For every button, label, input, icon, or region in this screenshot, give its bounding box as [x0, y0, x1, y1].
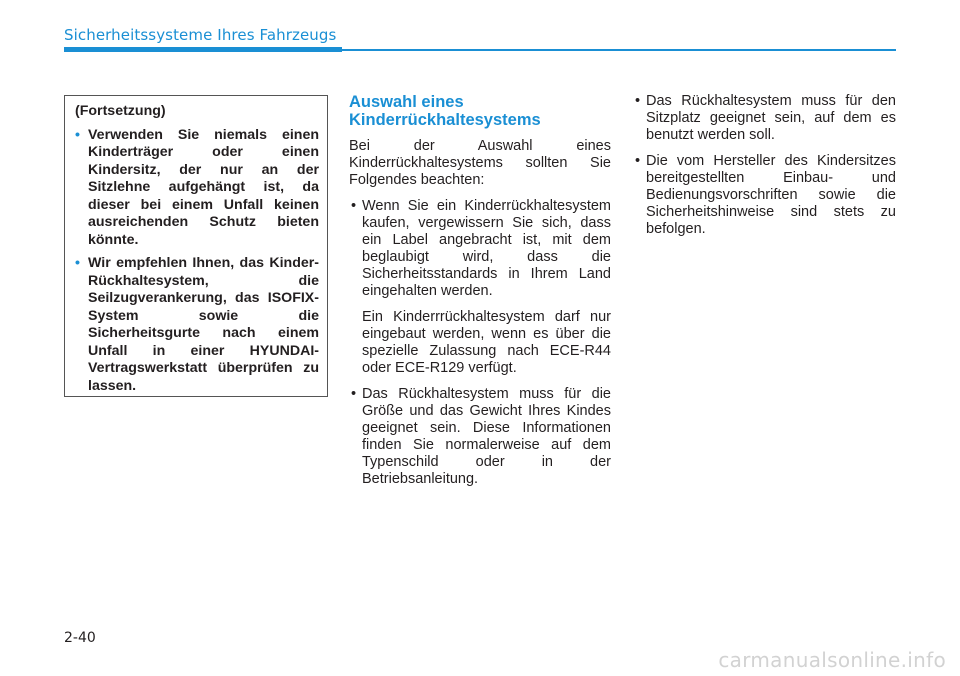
bullet-dot-icon: • [635, 93, 641, 109]
list-item-text: Das Rückhaltesystem muss für den Sitzplatz geeignet sein, auf dem es benutzt werden soll. [646, 93, 896, 143]
continuation-label: (Fortsetzung) [75, 103, 166, 119]
list-item [633, 153, 896, 238]
section-heading-line1: Auswahl eines [349, 93, 464, 111]
bullet-dot-icon: • [351, 198, 357, 214]
list-item-text: Das Rückhaltesystem muss für die Größe und das Gewicht Ihres Kindes geeignet sein. Diese Informationen finden Sie normalerweise auf dem Typenschild oder in der Betriebsanleitung. [362, 386, 611, 487]
bullet-dot-icon: • [635, 153, 641, 169]
warning-box [64, 95, 328, 397]
header-rule-thick [64, 47, 342, 52]
right-column [633, 93, 896, 247]
warning-item [75, 127, 319, 250]
list-item [349, 198, 611, 300]
header-rule-thin [342, 49, 896, 51]
section-heading [349, 93, 611, 129]
watermark: carmanualsonline.info [718, 648, 946, 672]
bullet-dot-icon: • [75, 126, 80, 143]
section-heading-line2: Kinderrückhaltesystems [349, 111, 541, 129]
list-item-subparagraph: Ein Kinderrrückhaltesystem darf nur eingebaut werden, wenn es über die spezielle Zulassung nach ECE-R44 oder ECE-R129 verfügt. [362, 309, 611, 376]
intro-paragraph: Bei der Auswahl eines Kinderrückhaltesystems sollten Sie Folgendes beachten: [349, 138, 611, 188]
list-item [633, 93, 896, 144]
section-header-title: Sicherheitssysteme Ihres Fahrzeugs [64, 26, 337, 44]
warning-item-text: Wir empfehlen Ihnen, das Kinder-Rückhaltesystem, die Seilzugverankerung, das ISOFIX-System sowie die Sicherheitsgurte nach einem Unfall in einer HYUNDAI-Vertragswerkstatt überprüfen zu lassen. [88, 255, 319, 394]
warning-item [75, 255, 319, 395]
middle-column [349, 93, 611, 497]
bullet-dot-icon: • [351, 386, 357, 402]
list-item-text: Die vom Hersteller des Kindersitzes bereitgestellten Einbau- und Bedienungsvorschriften sowie die Sicherheitshinweise sind stets zu befolgen. [646, 153, 896, 237]
warning-item-text: Verwenden Sie niemals einen Kinderträger oder einen Kindersitz, der nur an der Sitzlehne aufgehängt ist, da dieser bei einem Unfall keinen ausreichenden Schutz bieten könnte. [88, 126, 319, 248]
list-item [349, 386, 611, 488]
page-number: 2-40 [64, 630, 96, 646]
list-item-text: Wenn Sie ein Kinderrückhaltesystem kaufen, vergewissern Sie sich, dass ein Label angebracht ist, mit dem beglaubigt wird, dass die Sicherheitsstandards in Ihrem Land eingehalten werden. [362, 198, 611, 299]
bullet-dot-icon: • [75, 255, 80, 271]
